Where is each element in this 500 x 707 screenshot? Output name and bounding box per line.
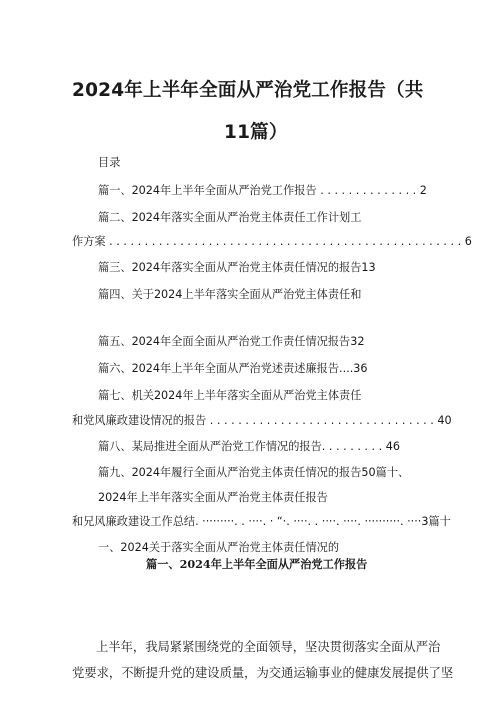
toc-entry: 篇三、2024年落实全面从严治党主体责任情况的报告13 xyxy=(98,261,376,274)
toc-entry: 篇二、2024年落实全面从严治党主体责任工作计划工 xyxy=(98,211,362,224)
section-heading: 篇一、2024年上半年全面从严治党工作报告 xyxy=(146,557,368,571)
toc-entry: 篇七、机关2024年上半年落实全面从严治党主体责任 xyxy=(98,389,362,402)
toc-entry: 2024年上半年落实全面从严治党主体责任报告 xyxy=(98,491,328,504)
body-paragraph-line: 上半年，我局紧紧围绕党的全面领导，坚决贯彻落实全面从严治 xyxy=(96,640,441,654)
toc-entry: 篇四、关于2024上半年落实全面从严治党主体责任和 xyxy=(98,288,362,301)
toc-entry: 作方案 . . . . . . . . . . . . . . . . . . . . . . . . . . . . . . . . . . . . . . . . . . . . . . . . . . 6 xyxy=(72,235,472,248)
document-title-line2: 11篇） xyxy=(224,122,288,143)
toc-entry: 一、2024关于落实全面从严治党主体责任情况的 xyxy=(98,541,340,554)
toc-entry: 篇九、2024年履行全面从严治党主体责任情况的报告50篇十、 xyxy=(98,466,410,479)
toc-entry: 篇八、某局推进全面从严治党工作情况的报告. . . . . . . . . 46 xyxy=(98,440,400,453)
toc-entry: 篇一、2024年上半年全面从严治党工作报告 . . . . . . . . . . . . . . 2 xyxy=(98,184,427,197)
document-title-line1: 2024年上半年全面从严治党工作报告（共 xyxy=(72,80,424,101)
toc-entry: 篇六、2024年上半年全面从严治党述责述廉报告....36 xyxy=(98,362,368,375)
body-paragraph-line: 党要求，不断提升党的建设质量，为交通运输事业的健康发展提供了坚 xyxy=(72,666,454,680)
toc-heading: 目录 xyxy=(98,156,121,169)
toc-entry: 和兄风廉政建设工作总结. ·········. . ····. · “·. ····. . ····. ····. ··········. ····3篇十 xyxy=(72,515,451,528)
toc-entry: 篇五、2024年全面全面从严治党工作责任情况报告32 xyxy=(98,335,365,348)
toc-entry: 和党风廉政建设情况的报告 . . . . . . . . . . . . . . . . . . . . . . . . . . . . . . . . 40 xyxy=(72,414,452,427)
